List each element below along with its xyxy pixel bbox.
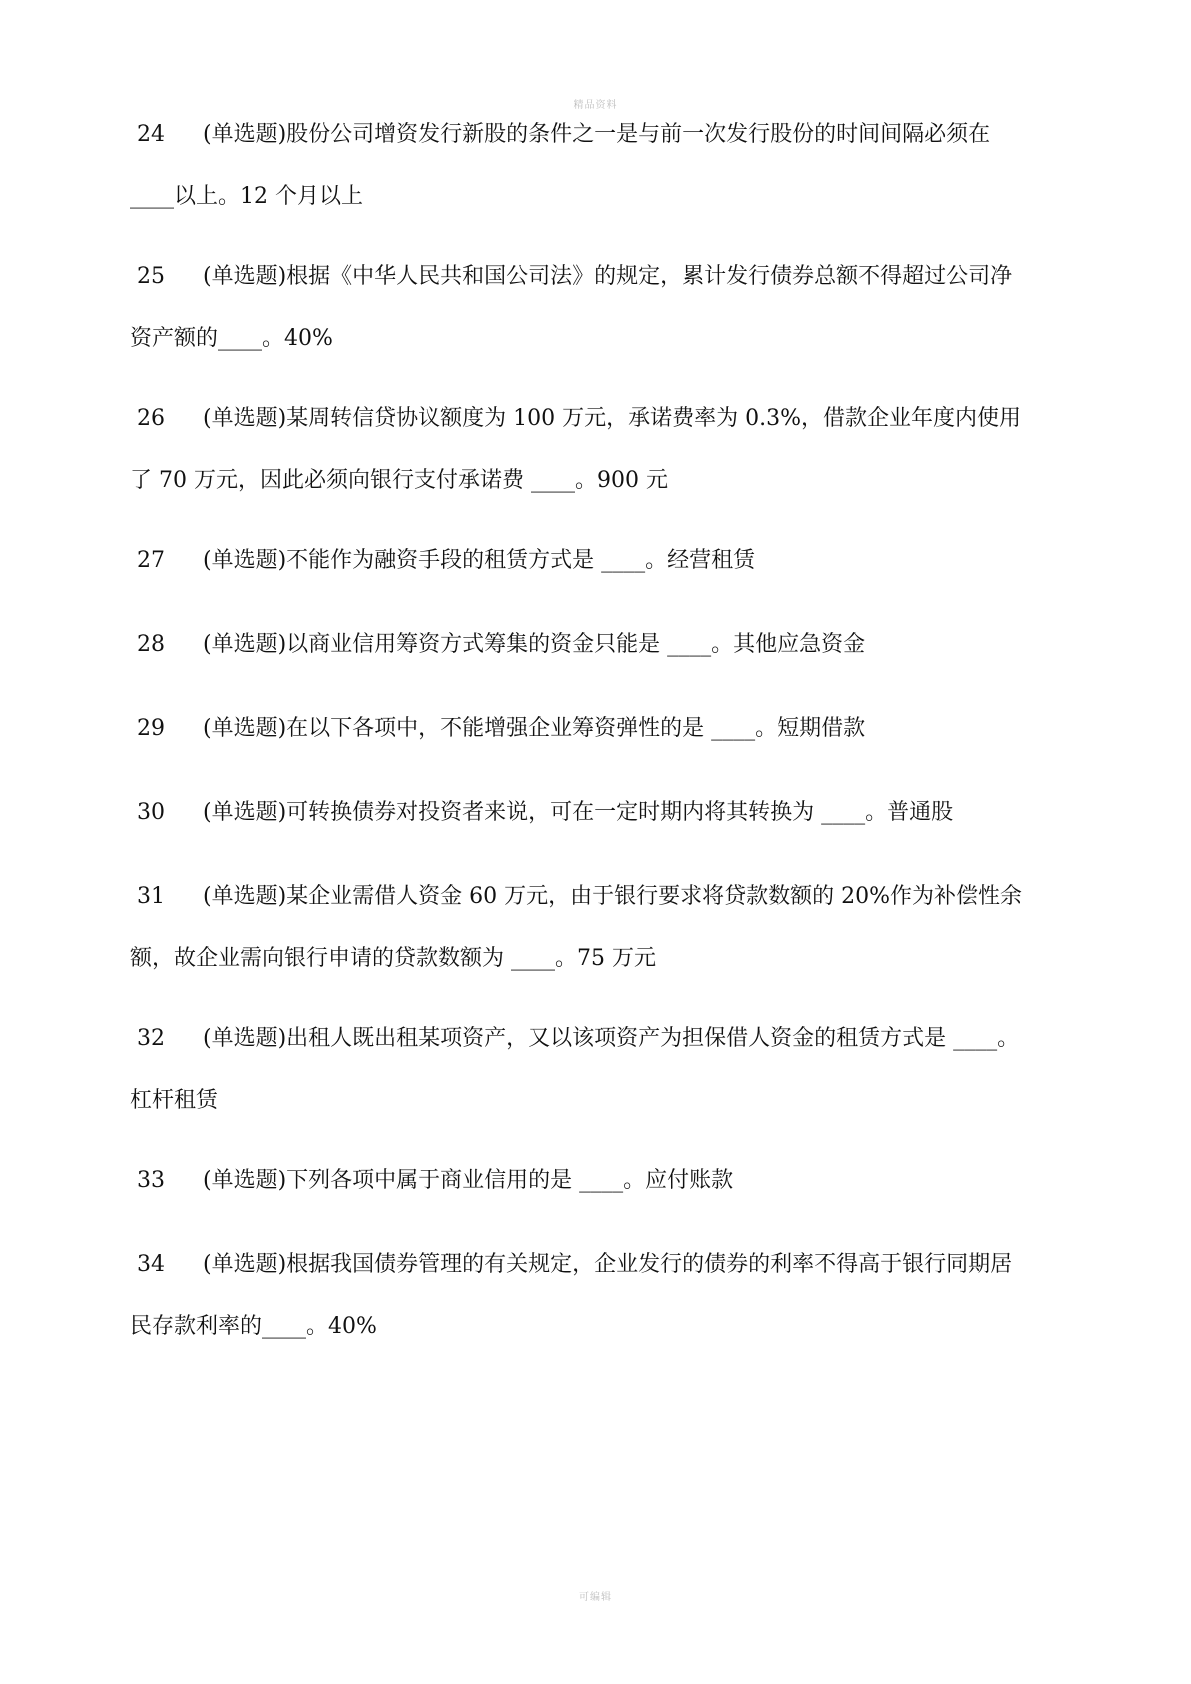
question-number: 30 [137,800,165,825]
question-30 [130,782,1090,844]
question-text: (单选题)根据我国债券管理的有关规定，企业发行的债券的利率不得高于银行同期居 [203,1252,1013,1277]
question-25 [130,246,1090,370]
question-number: 29 [137,716,165,741]
question-number: 32 [137,1026,165,1051]
question-number: 31 [137,884,165,909]
question-continuation: 资产额的____。40% [130,326,333,351]
question-27 [130,530,1090,592]
question-text: (单选题)下列各项中属于商业信用的是 ____。应付账款 [203,1168,734,1193]
question-text: (单选题)某企业需借人资金 60 万元，由于银行要求将贷款数额的 20%作为补偿性余 [203,884,1023,909]
question-text: (单选题)不能作为融资手段的租赁方式是 ____。经营租赁 [203,548,756,573]
page-footer-mark: 可编辑 [579,1592,612,1603]
question-number: 26 [137,406,165,431]
question-text: (单选题)出租人既出租某项资产，又以该项资产为担保借人资金的租赁方式是 ____。 [203,1026,1020,1051]
question-29 [130,698,1090,760]
question-31 [130,866,1090,990]
question-text: (单选题)股份公司增资发行新股的条件之一是与前一次发行股份的时间间隔必须在 [203,122,991,147]
question-number: 27 [137,548,165,573]
question-number: 34 [137,1252,165,1277]
question-24 [130,104,1090,228]
question-text: (单选题)在以下各项中，不能增强企业筹资弹性的是 ____。短期借款 [203,716,866,741]
question-33 [130,1150,1090,1212]
question-continuation: 了 70 万元，因此必须向银行支付承诺费 ____。900 元 [130,468,668,493]
question-number: 33 [137,1168,165,1193]
question-text: (单选题)根据《中华人民共和国公司法》的规定，累计发行债券总额不得超过公司净 [203,264,1013,289]
question-continuation: ____以上。12 个月以上 [130,184,363,209]
question-continuation: 额，故企业需向银行申请的贷款数额为 ____。75 万元 [130,946,656,971]
question-continuation: 杠杆租赁 [130,1088,219,1113]
question-32 [130,1008,1090,1132]
question-28 [130,614,1090,676]
question-continuation: 民存款利率的____。40% [130,1314,377,1339]
page-header-mark: 精品资料 [573,100,618,111]
question-text: (单选题)以商业信用筹资方式筹集的资金只能是 ____。其他应急资金 [203,632,866,657]
question-26 [130,388,1090,512]
question-text: (单选题)可转换债券对投资者来说，可在一定时期内将其转换为 ____。普通股 [203,800,954,825]
question-number: 28 [137,632,165,657]
question-number: 24 [137,122,165,147]
question-34 [130,1234,1090,1358]
question-text: (单选题)某周转信贷协议额度为 100 万元，承诺费率为 0.3%，借款企业年度内使用 [203,406,1022,431]
question-number: 25 [137,264,165,289]
